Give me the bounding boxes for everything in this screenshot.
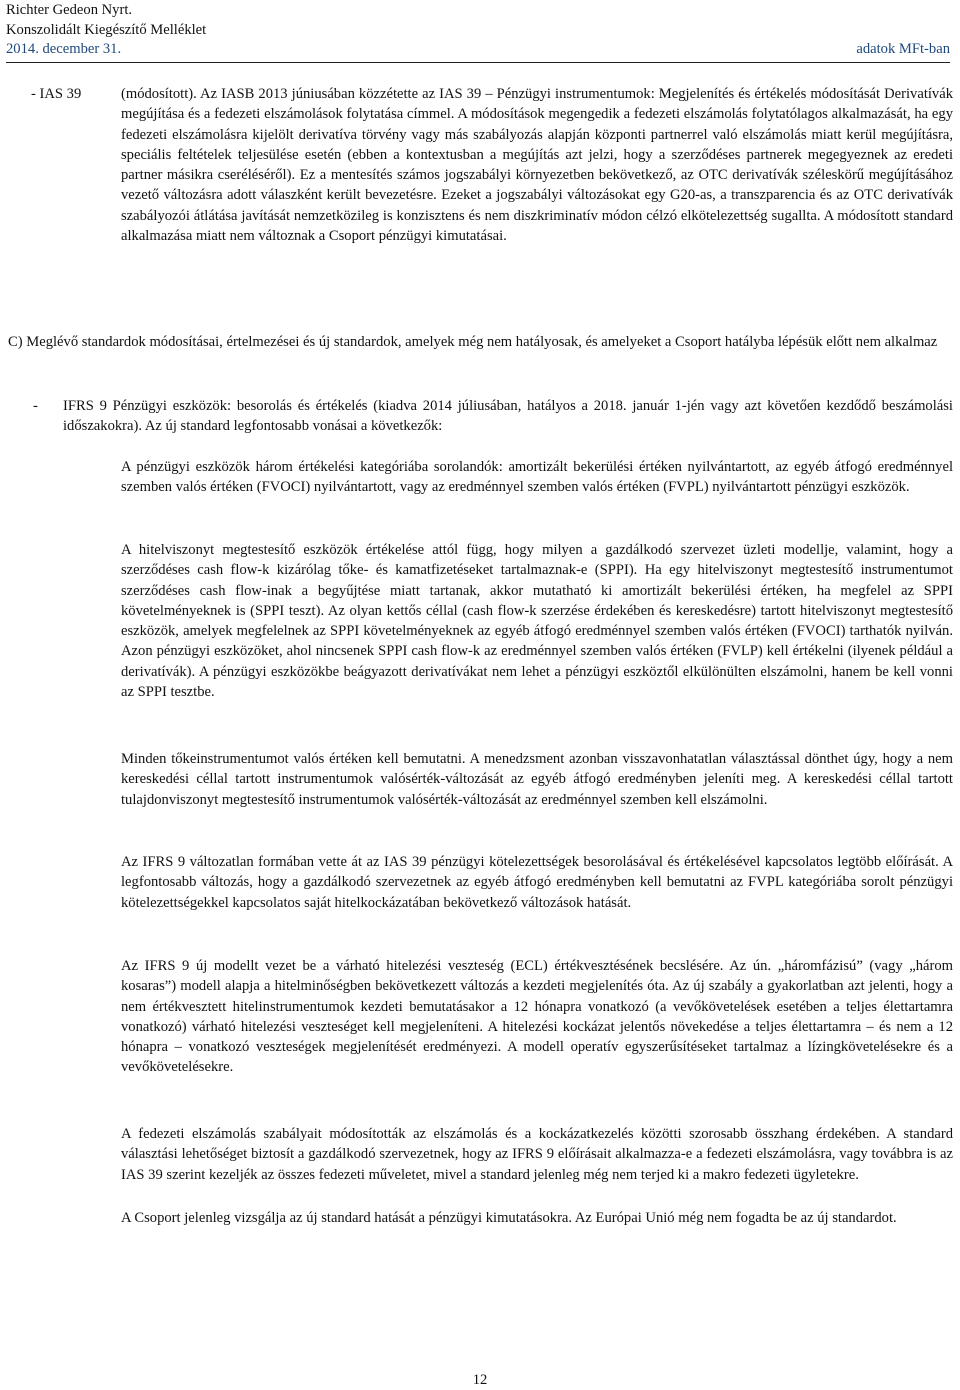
ifrs9-intro: IFRS 9 Pénzügyi eszközök: besorolás és értékelés (kiadva 2014 júliusában, hatályos a 2018. január 1-jén vagy azt követően kezdődő beszámolási időszakokra). Az új standard legfontosabb vonásai a következők: bbox=[63, 398, 953, 435]
page-number: 12 bbox=[472, 1372, 488, 1388]
ifrs9-paragraph-group-assessment: A Csoport jelenleg vizsgálja az új standard hatását a pénzügyi kimutatásokra. Az Európai Unió még nem fogadta be az új standardot. bbox=[121, 1210, 897, 1226]
ifrs9-paragraph-categories: A pénzügyi eszközök három értékelési kategóriába sorolandók: amortizált bekerülési értéken nyilvántartott, az egyéb átfogó eredménnyel szemben valós értéken (FVOCI) nyilvántartott, vagy az eredménnyel szemben valós értéken (FVPL) nyilvántartott pénzügyi eszközök. bbox=[121, 459, 953, 496]
header-divider bbox=[6, 62, 950, 63]
header-date-row bbox=[6, 40, 950, 60]
document-subtitle: Konszolidált Kiegészítő Melléklet bbox=[6, 21, 207, 38]
units-note: adatok MFt-ban bbox=[856, 41, 950, 57]
ifrs9-paragraph-financial-liabilities: Az IFRS 9 változatlan formában vette át az IAS 39 pénzügyi kötelezettségek besorolásával és értékelésével kapcsolatos legtöbb előírását. A legfontosabb változás, hogy a gazdálkodó szervezetnek az egyéb átfogó eredményben kell bemutatni az FVPL kategóriába sorolt pénzügyi kötelezettségekkel kapcsolatos saját hitelkockázatában bekövetkező változások hatását. bbox=[121, 854, 953, 911]
ifrs9-bullet-dash: - bbox=[33, 398, 38, 414]
ifrs9-paragraph-hedge-accounting: A fedezeti elszámolás szabályait módosították az elszámolás és a kockázatkezelés közötti szorosabb összhang érdekében. A standard választási lehetőséget biztosít a gazdálkodó szervezetnek, hogy az IFRS 9 előírásait alkalmazza-e a fedezeti elszámolásra, vagy továbbra is az IAS 39 szerint kezeljék az összes fedezeti műveletet, mivel a standard jelenleg még nem terjed ki a makro fedezeti ügyletekre. bbox=[121, 1126, 953, 1183]
company-name: Richter Gedeon Nyrt. bbox=[6, 2, 133, 18]
section-c-heading: C) Meglévő standardok módosításai, értelmezései és új standardok, amelyek még nem hatályosak, és amelyeket a Csoport hatályba lépésük előtt nem alkalmaz bbox=[8, 334, 938, 350]
page-header bbox=[6, 1, 950, 60]
ias39-label: - IAS 39 bbox=[31, 86, 82, 102]
ias39-paragraph: (módosított). Az IASB 2013 júniusában közzétette az IAS 39 – Pénzügyi instrumentumok: Megjelenítés és értékelés módosítását Derivatívák megújítása és a fedezeti elszámolások folytatása címmel. A módosítások megengedik a fedezeti elszámolás folytatólagos alkalmazását, ha egy fedezeti elszámolásra kijelölt derivatíva törvény vagy más szabályozás alapján központi partnerrel való elszámolás miatt kerül megújításra, speciális feltételek teljesülése esetén (ebben a kontextusban a megújítás azt jelzi, hogy a szerződéses partnerek megegyeznek az eredeti partner másikra cseréléséről). Ez a mentesítés számos jogszabályi környezetben bekövetkező, az OTC derivatívák széleskörű megújításához vezető változásra adott válaszként került bevezetésre. Ezeket a jogszabályi változásokat egy G20-as, a transzparencia és az OTC derivatívák szabályozói átlátása javítását nemzetközileg is konzisztens és nem diszkriminatív módon célzó elkötelezettség sugallta. A módosított standard alkalmazása miatt nem változnak a Csoport pénzügyi kimutatásai. bbox=[121, 86, 953, 245]
ifrs9-paragraph-debt-instruments: A hitelviszonyt megtestesítő eszközök értékelése attól függ, hogy milyen a gazdálkodó szervezet üzleti modellje, valamint, hogy a szerződéses cash flow-k kizárólag tőke- és kamatfizetéseket tartalmaznak-e (SPPI). Ha egy hitelviszonyt megtestesítő instrumentumot szerződéses cash flow-inak a begyűjtése miatt tartanak, akkor mutatható ki amortizált bekerülési értéken, ha megfelel az SPPI követelményeknek is (SPPI teszt). Az olyan kettős céllal (cash flow-k szerzése érdekében és kereskedésre) tartott hitelviszonyt megtestesítő eszközök, amelyek megfelelnek az SPPI követelményeknek az egyéb átfogó eredménnyel szemben valós értéken (FVOCI) tarthatók nyilván. Azon pénzügyi eszközöket, ahol nincsenek SPPI cash flow-k az eredménnyel szemben valós értéken (FVLP) kell értékelni (ilyenek például a derivatívák). A pénzügyi eszközökbe beágyazott derivatívákat nem lehet a pénzügyi eszköztől elkülönülten elszámolni, hanem be kell vonni az SPPI tesztbe. bbox=[121, 542, 953, 701]
report-date: 2014. december 31. bbox=[6, 41, 122, 57]
ifrs9-paragraph-equity-instruments: Minden tőkeinstrumentumot valós értéken kell bemutatni. A menedzsment azonban visszavonhatatlan választással dönthet úgy, hogy a nem kereskedési céllal tartott instrumentumok valósérték-változását az egyéb átfogó eredményben jeleníti meg. A kereskedési céllal tartott tulajdonviszonyt megtestesítő instrumentumok valósérték-változását az eredménnyel szemben kell elszámolni. bbox=[121, 751, 953, 808]
ifrs9-paragraph-ecl-model: Az IFRS 9 új modellt vezet be a várható hitelezési veszteség (ECL) értékvesztésének becslésére. Az ún. „háromfázisú” (vagy „három kosaras”) modell alapja a hitelminőségben bekövetkezett változás a kezdeti megjelenítés óta. Az új szabály a gyakorlatban azt jelenti, hogy a nem értékvesztett hitelinstrumentumok kezdeti bemutatásakor a 12 hónapra vonatkozó (a vevőkövetelések esetében a teljes élettartamra vonatkozó) várható hitelezési veszteséget kell megjeleníteni. A hitelezési kockázat jelentős növekedése a teljes élettartamra – és nem a 12 hónapra – vonatkozó veszteségek megjelenítését eredményezi. A modell operatív egyszerűsítéseket tartalmaz a lízingkövetelésekre és a vevőkövetelésekre. bbox=[121, 958, 953, 1076]
